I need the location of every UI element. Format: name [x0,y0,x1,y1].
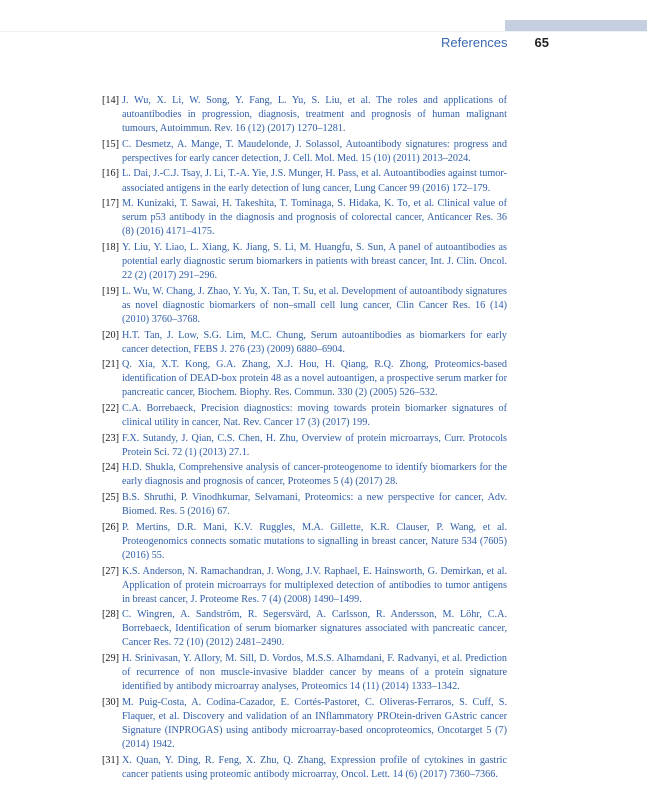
reference-item [102,285,507,327]
reference-item [102,138,507,166]
reference-link[interactable]: C.A. Borrebaeck, Precision diagnostics: moving towards protein biomarker signatures of clinical utility in cancer, Nat. Rev. Cancer 17 (3) (2017) 199. [122,402,507,429]
reference-link[interactable]: B.S. Shruthi, P. Vinodhkumar, Selvamani, Proteomics: a new perspective for cancer, Adv. Biomed. Res. 5 (2016) 67. [122,492,507,518]
reference-item [102,491,507,519]
reference-link[interactable]: P. Mertins, D.R. Mani, K.V. Ruggles, M.A. Gillette, K.R. Clauser, P. Wang, et al. Proteogenomics connects somatic mutations to signalling in breast cancer, Nature 534 (7605) (2016) 55. [122,521,507,561]
reference-link[interactable]: Q. Xia, X.T. Kong, G.A. Zhang, X.J. Hou, H. Qiang, R.Q. Zhong, Proteomics-based identification of DEAD-box protein 48 as a novel autoantigen, a prospective serum marker for pancreatic cancer, Biochem. Biophy. Res. Commun. 330 (2) (2005) 526–532. [122,359,507,399]
reference-link[interactable]: L. Dai, J.-C.J. Tsay, J. Li, T.-A. Yie, J.S. Munger, H. Pass, et al. Autoantibodies against tumor-associated antigens in the early detection of lung cancer, Lung Cancer 99 (2016) 172–179. [122,168,507,194]
reference-link[interactable]: M. Puig-Costa, A. Codina-Cazador, E. Cortés-Pastoret, C. Oliveras-Ferraros, S. Cuff, S. Flaquer, et al. Discovery and validation of an INflammatory PROtein-driven GAstric cancer Signature (INPROGAS) using antibody microarray-based oncoproteomics, Oncotarget 5 (7) (2014) 1942. [122,696,507,751]
reference-number: [14] [102,95,119,106]
reference-item [102,432,507,460]
page-number: 65 [534,35,549,50]
reference-item [102,652,507,694]
reference-number: [25] [102,492,119,504]
reference-item [102,197,507,239]
reference-number: [19] [102,285,119,297]
reference-item [102,754,507,782]
reference-number: [20] [102,329,119,341]
reference-list [102,94,507,783]
reference-link[interactable]: H. Srinivasan, Y. Allory, M. Sill, D. Vordos, M.S.S. Alhamdani, F. Radvanyi, et al. Prediction of recurrence of non muscle-invasive bladder cancer by means of a protein signature identified by antibody microarray analyses, Proteomics 14 (11) (2014) 1333–1342. [122,653,507,693]
reference-item [102,521,507,563]
reference-link[interactable]: J. Wu, X. Li, W. Song, Y. Fang, L. Yu, S. Liu, et al. The roles and applications of autoantibodies in progression, diagnosis, treatment and prognosis of human malignant tumours, Autoimmun. Rev. 16 (12) (2017) 1270–1281. [122,95,507,135]
reference-number: [21] [102,359,119,371]
reference-number: [22] [102,402,119,414]
reference-link[interactable]: M. Kunizaki, T. Sawai, H. Takeshita, T. Tominaga, S. Hidaka, K. To, et al. Clinical value of serum p53 antibody in the diagnosis and prognosis of colorectal cancer, Anticancer Res. 36 (8) (2016) 4171–4175. [122,198,507,238]
reference-number: [28] [102,609,119,621]
reference-item [102,94,507,136]
header-rule [0,31,647,32]
reference-link[interactable]: H.T. Tan, J. Low, S.G. Lim, M.C. Chung, Serum autoantibodies as biomarkers for early cancer detection, FEBS J. 276 (23) (2009) 6880–6904. [122,329,507,355]
reference-link[interactable]: L. Wu, W. Chang, J. Zhao, Y. Yu, X. Tan, T. Su, et al. Development of autoantibody signatures as novel diagnostic biomarkers of non–small cell lung cancer, Clin Cancer Res. 16 (14) (2010) 3760–3768. [122,285,507,325]
reference-item [102,461,507,489]
reference-item [102,608,507,650]
reference-item [102,696,507,752]
reference-link[interactable]: Y. Liu, Y. Liao, L. Xiang, K. Jiang, S. Li, M. Huangfu, S. Sun, A panel of autoantibodies as potential early diagnostic serum biomarkers in patients with breast cancer, Int. J. Clin. Oncol. 22 (2) (2017) 291–296. [122,241,507,282]
reference-item [102,167,507,195]
reference-number: [24] [102,462,119,474]
reference-link[interactable]: K.S. Anderson, N. Ramachandran, J. Wong, J.V. Raphael, E. Hainsworth, G. Demirkan, et al. Application of protein microarrays for multiplexed detection of antibodies to tumor antigens in breast cancer, J. Proteome Res. 7 (4) (2008) 1490–1499. [122,565,507,605]
reference-item [102,565,507,607]
reference-link[interactable]: C. Desmetz, A. Mange, T. Maudelonde, J. Solassol, Autoantibody signatures: progress and perspectives for early cancer detection, J. Cell. Mol. Med. 15 (10) (2011) 2013–2024. [122,138,507,164]
reference-item [102,241,507,283]
reference-number: [30] [102,696,119,708]
reference-number: [23] [102,432,119,444]
reference-number: [27] [102,565,119,577]
reference-number: [18] [102,241,119,253]
reference-number: [16] [102,168,119,180]
reference-number: [29] [102,653,119,665]
section-title: References [441,35,508,50]
reference-link[interactable]: H.D. Shukla, Comprehensive analysis of cancer-proteogenome to identify biomarkers for the early diagnosis and prognosis of cancer, Proteomes 5 (4) (2017) 28. [122,462,507,488]
reference-number: [31] [102,754,119,766]
reference-link[interactable]: X. Quan, Y. Ding, R. Feng, X. Zhu, Q. Zhang, Expression profile of cytokines in gastric cancer patients using proteomic antibody microarray, Oncol. Lett. 14 (6) (2017) 7360–7366. [122,754,507,780]
running-head [0,35,549,50]
reference-item [102,402,507,430]
reference-link[interactable]: C. Wingren, A. Sandström, R. Segersvärd, A. Carlsson, R. Andersson, M. Löhr, C.A. Borrebaeck, Identification of serum biomarker signatures associated with pancreatic cancer, Cancer Res. 72 (10) (2012) 2481–2490. [122,609,507,649]
reference-number: [26] [102,521,119,533]
reference-number: [15] [102,138,119,150]
reference-link[interactable]: F.X. Sutandy, J. Qian, C.S. Chen, H. Zhu, Overview of protein microarrays, Curr. Protocols Protein Sci. 72 (1) (2013) 27.1. [122,432,507,458]
reference-number: [17] [102,198,119,210]
reference-item [102,329,507,357]
reference-item [102,358,507,400]
